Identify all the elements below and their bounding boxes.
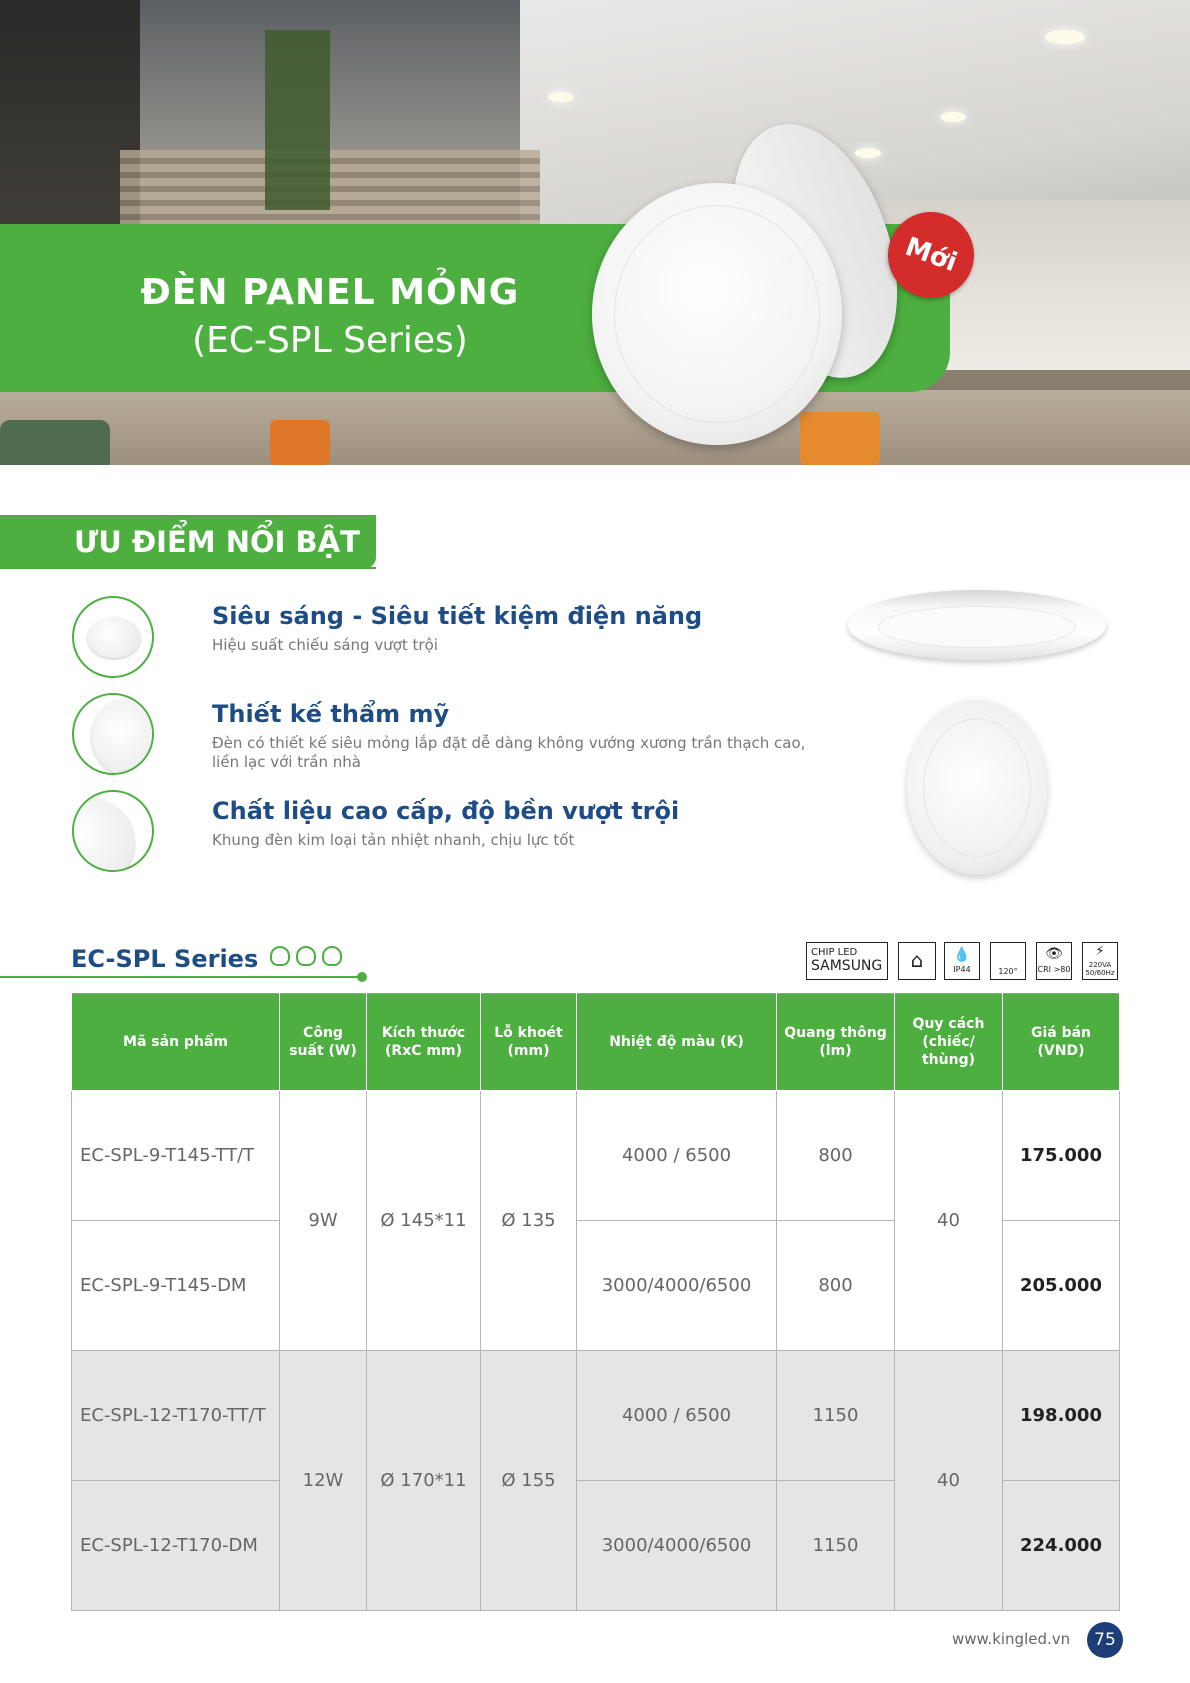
feature-title: Siêu sáng - Siêu tiết kiệm điện năng — [212, 602, 703, 630]
hero-orange-seat — [270, 420, 330, 465]
col-header: Nhiệt độ màu (K) — [577, 994, 777, 1091]
divider-dot — [357, 972, 367, 982]
feature-desc: Khung đèn kim loại tản nhiệt nhanh, chịu lực tốt — [212, 831, 575, 849]
col-header: Quy cách (chiếc/ thùng) — [895, 994, 1003, 1091]
chip-led-icon: CHIP LED SAMSUNG — [806, 942, 888, 980]
feature-title: Chất liệu cao cấp, độ bền vượt trội — [212, 797, 680, 825]
cct-cell: 3000/4000/6500 — [577, 1481, 777, 1611]
bulb-icon — [270, 946, 290, 966]
panel-thumb-icon — [72, 596, 154, 678]
size-cell: Ø 145*11 — [367, 1091, 481, 1351]
price-cell: 198.000 — [1003, 1351, 1120, 1481]
ip44-icon: 💧 IP44 — [944, 942, 980, 980]
hero-floor — [0, 390, 1190, 465]
col-header: Quang thông (lm) — [777, 994, 895, 1091]
bulb-icon — [296, 946, 316, 966]
product-code: EC-SPL-12-T170-TT/T — [72, 1351, 280, 1481]
price-cell: 224.000 — [1003, 1481, 1120, 1611]
cct-cell: 4000 / 6500 — [577, 1091, 777, 1221]
power-supply-icon: ⚡ 220VA 50/60Hz — [1082, 942, 1118, 980]
divider — [0, 567, 376, 569]
lumen-cell: 1150 — [777, 1351, 895, 1481]
product-code: EC-SPL-9-T145-DM — [72, 1221, 280, 1351]
panel-frame-icon — [72, 790, 154, 872]
price-cell: 205.000 — [1003, 1221, 1120, 1351]
price-table — [71, 993, 1120, 1611]
page-subtitle: (EC-SPL Series) — [192, 320, 468, 361]
advantages-heading: ƯU ĐIỂM NỔI BẬT — [0, 515, 376, 569]
ceiling-light — [1045, 30, 1085, 44]
size-cell: Ø 170*11 — [367, 1351, 481, 1611]
table-row — [72, 1091, 1120, 1221]
feature-title: Thiết kế thẩm mỹ — [212, 700, 450, 728]
ceiling-light — [940, 112, 966, 122]
ceiling-light — [855, 148, 881, 158]
cct-cell: 4000 / 6500 — [577, 1351, 777, 1481]
pack-cell: 40 — [895, 1091, 1003, 1351]
col-header: Giá bán (VND) — [1003, 994, 1120, 1091]
col-header: Mã sản phẩm — [72, 994, 280, 1091]
col-header: Công suất (W) — [280, 994, 367, 1091]
page-number: 75 — [1087, 1622, 1123, 1658]
website-link[interactable]: www.kingled.vn — [952, 1630, 1071, 1648]
product-code: EC-SPL-9-T145-TT/T — [72, 1091, 280, 1221]
feature-desc: Hiệu suất chiếu sáng vượt trội — [212, 636, 438, 654]
product-front-image — [907, 700, 1047, 875]
feature-desc: Đèn có thiết kế siêu mỏng lắp đặt dễ dàng không vướng xương trần thạch cao, liền lạc với trần nhà — [212, 734, 806, 771]
panel-light-image — [592, 183, 842, 445]
power-cell: 12W — [280, 1351, 367, 1611]
product-code: EC-SPL-12-T170-DM — [72, 1481, 280, 1611]
series-title: EC-SPL Series — [71, 945, 259, 973]
price-cell: 175.000 — [1003, 1091, 1120, 1221]
beam-angle-icon: 120° — [990, 942, 1026, 980]
table-row — [72, 1351, 1120, 1481]
bulb-icon — [322, 946, 342, 966]
cct-cell: 3000/4000/6500 — [577, 1221, 777, 1351]
product-side-image — [848, 590, 1106, 660]
page-title: ĐÈN PANEL MỎNG — [140, 272, 520, 313]
hero-chair — [0, 420, 110, 465]
power-cell: 9W — [280, 1091, 367, 1351]
lumen-cell: 800 — [777, 1091, 895, 1221]
hero-orange-seat — [800, 412, 880, 465]
cutout-cell: Ø 135 — [481, 1091, 577, 1351]
ceiling-light — [548, 92, 574, 102]
panel-edge-icon — [72, 693, 154, 775]
new-badge: Mới — [876, 200, 986, 310]
hero-plant-wall — [265, 30, 330, 210]
divider — [0, 976, 362, 978]
lumen-cell: 800 — [777, 1221, 895, 1351]
pack-cell: 40 — [895, 1351, 1003, 1611]
cri-eye-icon: 👁 CRI >80 — [1036, 942, 1072, 980]
col-header: Lỗ khoét (mm) — [481, 994, 577, 1091]
indoor-house-icon: ⌂ — [898, 942, 936, 980]
cutout-cell: Ø 155 — [481, 1351, 577, 1611]
table-header-row — [72, 994, 1120, 1091]
lumen-cell: 1150 — [777, 1481, 895, 1611]
col-header: Kích thước (RxC mm) — [367, 994, 481, 1091]
hero-stairs — [120, 150, 540, 230]
